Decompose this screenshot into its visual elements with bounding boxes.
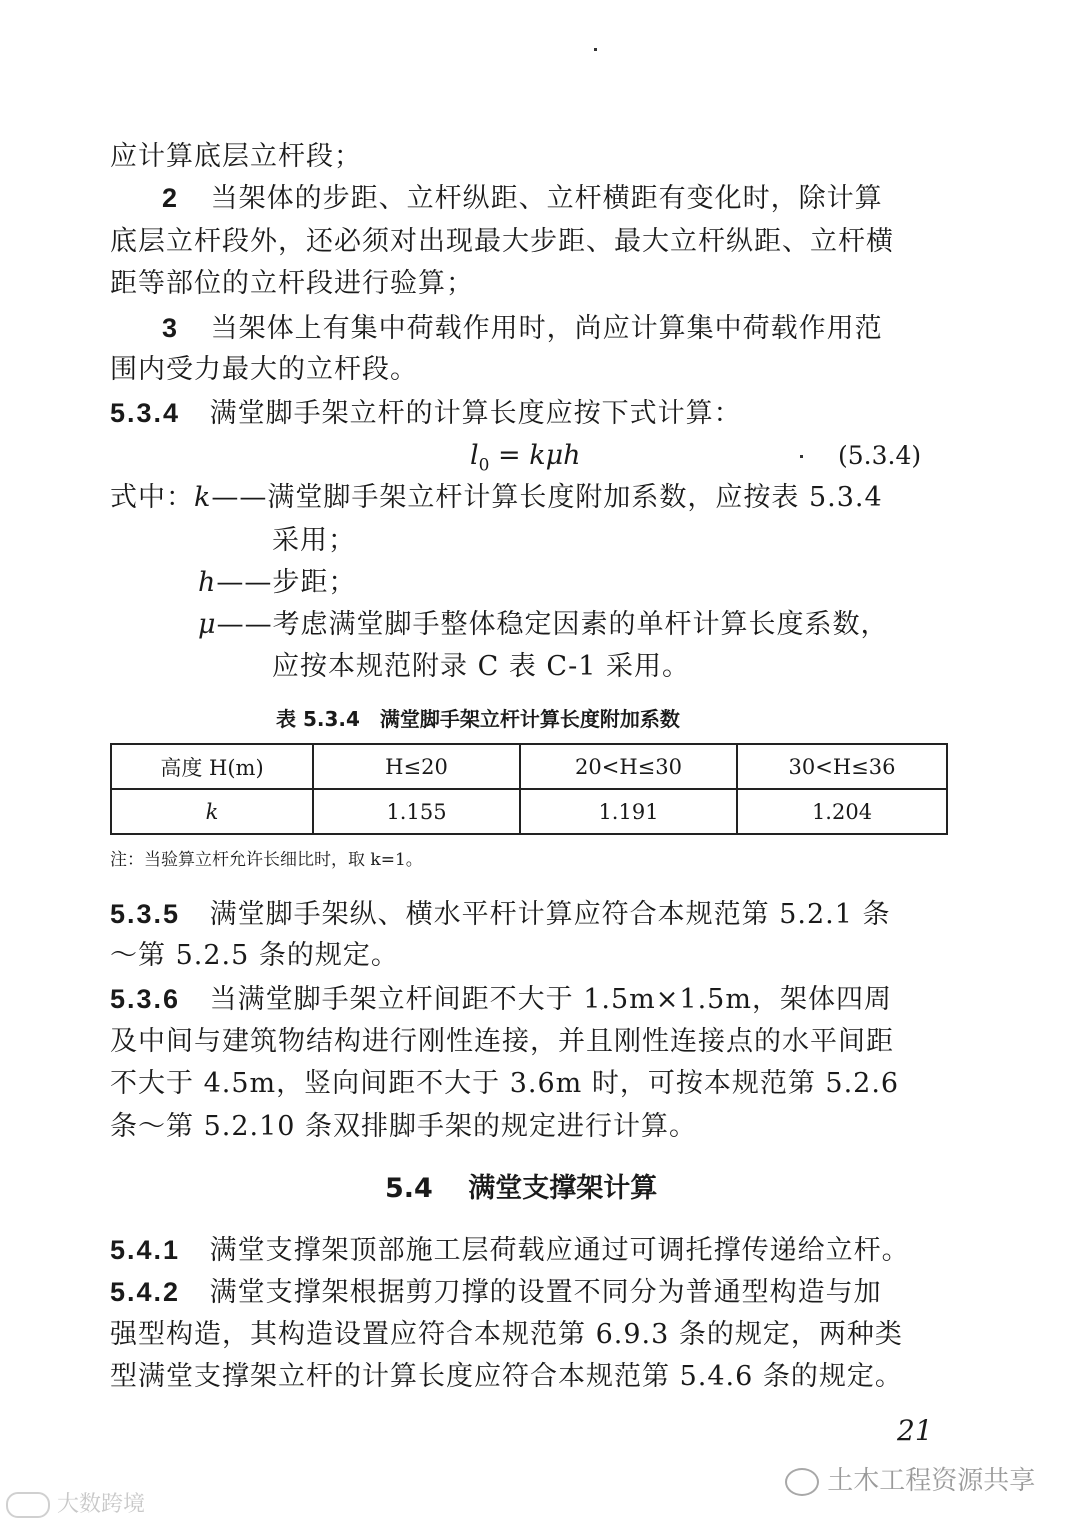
watermark-right <box>785 1463 1035 1499</box>
def-h-line <box>198 563 356 603</box>
weibo-icon <box>6 1492 50 1518</box>
section-number: 5.4 <box>385 1173 433 1204</box>
section-heading <box>385 1169 657 1209</box>
def-mu-line-2: 应按本规范附录 C 表 C-1 采用。 <box>272 651 690 682</box>
clause-5-3-5-line-2: ～第 5.2.5 条的规定。 <box>110 940 399 971</box>
wechat-icon <box>785 1468 819 1496</box>
item-3-line-1 <box>162 308 883 349</box>
clause-number: 5.4.1 <box>110 1235 181 1265</box>
watermark-left-text: 大数跨境 <box>57 1492 146 1517</box>
table-header-cell: 30<H≤36 <box>737 744 947 789</box>
formula-lhs: l <box>470 440 479 471</box>
k-symbol: k <box>194 482 212 513</box>
table-cell: 1.155 <box>313 789 520 834</box>
table-cell: 1.204 <box>737 789 947 834</box>
k-definition: ——满堂脚手架立杆计算长度附加系数，应按表 5.3.4 <box>211 482 883 513</box>
table-header-row <box>111 744 947 789</box>
item-3-line-2: 围内受力最大的立杆段。 <box>110 354 418 385</box>
coefficient-table <box>110 743 948 835</box>
item-3-text: 当架体上有集中荷载作用时，尚应计算集中荷载作用范 <box>210 313 883 344</box>
item-3-number: 3 <box>162 313 180 343</box>
table-header-cell: H≤20 <box>313 744 520 789</box>
clause-text: 满堂脚手架立杆的计算长度应按下式计算： <box>209 398 742 429</box>
clause-number: 5.3.6 <box>110 984 181 1014</box>
clause-number: 5.3.4 <box>110 398 181 428</box>
table-header-cell: 高度 H(m) <box>111 744 313 789</box>
def-mu-line-1 <box>198 605 889 645</box>
def-intro: 式中： <box>110 482 194 513</box>
page-number: 21 <box>897 1414 933 1447</box>
clause-5-4-2-line-3: 型满堂支撑架立杆的计算长度应符合本规范第 5.4.6 条的规定。 <box>110 1361 903 1392</box>
clause-text: 满堂支撑架顶部施工层荷载应通过可调托撑传递给立杆。 <box>209 1235 910 1266</box>
watermark-right-text: 土木工程资源共享 <box>827 1466 1036 1496</box>
formula-subscript: 0 <box>478 455 490 476</box>
item-2-number: 2 <box>162 183 180 213</box>
table-caption: 表 5.3.4 满堂脚手架立杆计算长度附加系数 <box>276 707 680 731</box>
scan-speck <box>800 455 803 458</box>
table-row <box>111 789 947 834</box>
mu-definition: ——考虑满堂脚手整体稳定因素的单杆计算长度系数， <box>216 609 889 640</box>
clause-text: 满堂脚手架纵、横水平杆计算应符合本规范第 5.2.1 条 <box>209 899 891 930</box>
clause-5-3-4 <box>110 393 742 434</box>
table-cell: 1.191 <box>520 789 737 834</box>
section-title: 满堂支撑架计算 <box>468 1173 658 1204</box>
formula-rhs: = kμh <box>489 440 581 471</box>
clause-5-3-6-line-2: 及中间与建筑物结构进行刚性连接，并且刚性连接点的水平间距 <box>110 1026 894 1057</box>
item-2-line-3: 距等部位的立杆段进行验算； <box>110 268 474 299</box>
clause-5-3-6-line-3: 不大于 4.5m，竖向间距不大于 3.6m 时，可按本规范第 5.2.6 <box>110 1068 900 1099</box>
formula-number: (5.3.4) <box>838 441 922 470</box>
mu-symbol: μ <box>198 609 217 640</box>
item-2-line-1 <box>162 178 883 219</box>
item-2-text: 当架体的步距、立杆纵距、立杆横距有变化时，除计算 <box>210 183 883 214</box>
def-k-line-2: 采用； <box>272 525 356 556</box>
clause-5-4-2-line-2: 强型构造，其构造设置应符合本规范第 6.9.3 条的规定，两种类 <box>110 1319 903 1350</box>
def-k-line-1 <box>110 478 883 518</box>
item-2-line-2: 底层立杆段外，还必须对出现最大步距、最大立杆纵距、立杆横 <box>110 226 894 257</box>
clause-text: 当满堂脚手架立杆间距不大于 1.5m×1.5m，架体四周 <box>209 984 892 1015</box>
paragraph-continuation: 应计算底层立杆段； <box>110 141 362 172</box>
clause-number: 5.4.2 <box>110 1277 181 1307</box>
table-row-label: k <box>111 789 313 834</box>
clause-number: 5.3.5 <box>110 899 181 929</box>
table-note: 注：当验算立杆允许长细比时，取 k=1。 <box>110 850 423 870</box>
clause-5-3-6-line-4: 条～第 5.2.10 条双排脚手架的规定进行计算。 <box>110 1111 698 1142</box>
clause-text: 满堂支撑架根据剪刀撑的设置不同分为普通型构造与加 <box>209 1277 882 1308</box>
clause-5-4-2-line-1 <box>110 1272 882 1313</box>
h-definition: ——步距； <box>216 567 357 598</box>
h-symbol: h <box>198 567 217 598</box>
clause-5-4-1 <box>110 1230 910 1271</box>
scan-speck <box>594 48 597 51</box>
clause-5-3-5-line-1 <box>110 894 891 935</box>
table-header-cell: 20<H≤30 <box>520 744 737 789</box>
watermark-left <box>6 1490 145 1520</box>
clause-5-3-6-line-1 <box>110 979 892 1020</box>
